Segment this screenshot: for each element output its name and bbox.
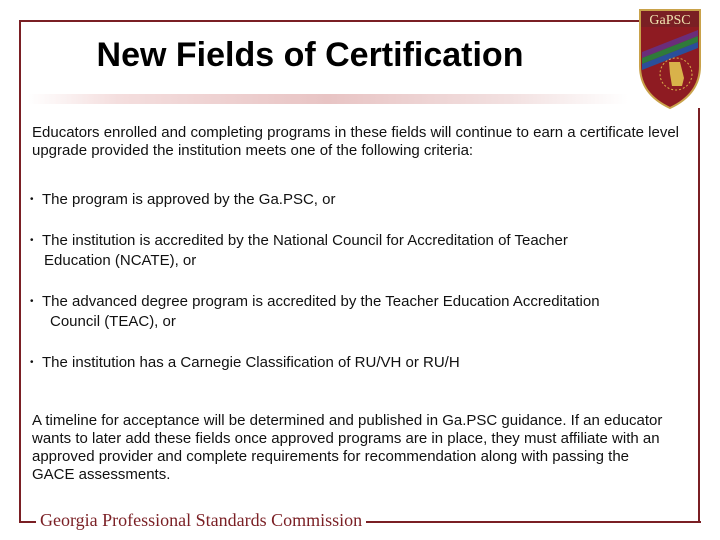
list-item-text: The program is approved by the Ga.PSC, or bbox=[42, 191, 336, 208]
bullet-marker: • bbox=[30, 235, 34, 246]
list-item bbox=[30, 231, 690, 271]
list-item-text: The institution has a Carnegie Classification of RU/VH or RU/H bbox=[42, 354, 460, 371]
list-item bbox=[30, 292, 690, 332]
bullet-marker: • bbox=[30, 357, 34, 368]
footer-organization-name: Georgia Professional Standards Commission bbox=[36, 510, 366, 531]
list-item-text: Council (TEAC), or bbox=[50, 313, 176, 330]
bullet-marker: • bbox=[30, 296, 34, 307]
list-item-text: The institution is accredited by the National Council for Accreditation of Teacher bbox=[42, 232, 568, 249]
closing-paragraph: A timeline for acceptance will be determined and published in Ga.PSC guidance. If an educator wants to later add these fields once approved programs are in place, they must affiliate with an approved provider and complete requirements for recommendation along with passing the GACE assessments. bbox=[32, 412, 663, 483]
list-item-text: Education (NCATE), or bbox=[44, 252, 197, 269]
page-title: New Fields of Certification bbox=[96, 36, 524, 74]
list-item bbox=[30, 353, 690, 373]
list-item bbox=[30, 190, 690, 210]
title-underline-gradient bbox=[28, 94, 628, 104]
list-item-text: The advanced degree program is accredited by the Teacher Education Accreditation bbox=[42, 293, 600, 310]
frame-top-line bbox=[19, 20, 639, 22]
frame-left-line bbox=[19, 20, 21, 523]
bullet-marker: • bbox=[30, 194, 34, 205]
intro-paragraph: Educators enrolled and completing programs in these fields will continue to earn a certificate level upgrade provided the institution meets one of the following criteria: bbox=[32, 124, 680, 159]
gapsc-shield-logo bbox=[636, 6, 704, 110]
frame-right-line bbox=[698, 108, 700, 523]
svg-text:GaPSC: GaPSC bbox=[649, 13, 691, 28]
